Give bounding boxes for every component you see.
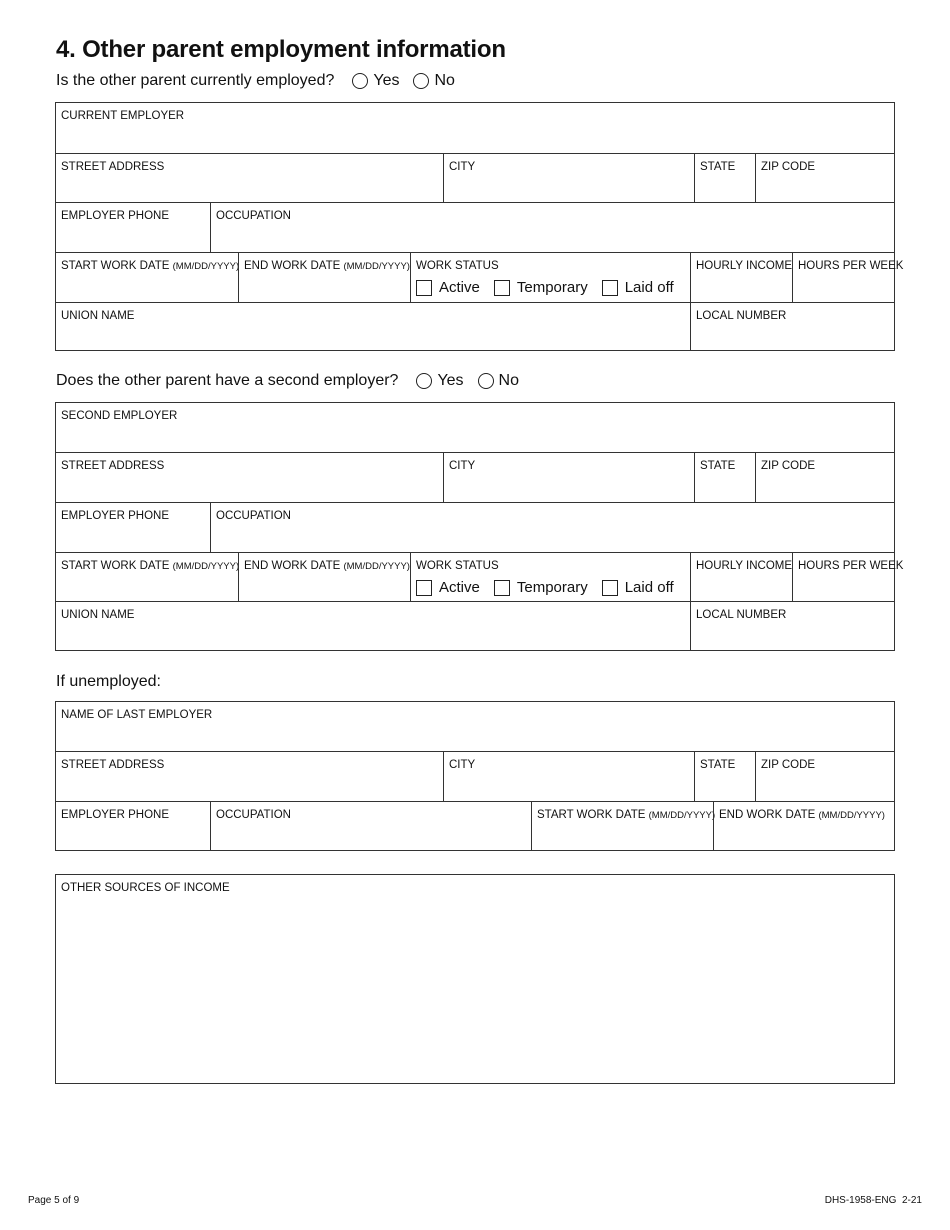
- employer-phone-label: EMPLOYER PHONE: [61, 210, 169, 222]
- street-address-label: STREET ADDRESS: [61, 759, 165, 771]
- employer-phone-field[interactable]: [59, 231, 207, 249]
- zip-field[interactable]: [759, 181, 891, 199]
- other-income-field[interactable]: [59, 899, 891, 1080]
- status-active-option[interactable]: [416, 579, 480, 596]
- status-laidoff-option[interactable]: [602, 279, 674, 296]
- second-employer-no-option[interactable]: [478, 372, 519, 390]
- status-temporary-label: Temporary: [516, 279, 588, 296]
- employer-phone-field[interactable]: [59, 829, 207, 847]
- employer-phone-label: EMPLOYER PHONE: [61, 809, 169, 821]
- second-employer-question: [56, 372, 519, 390]
- current-employer-label: CURRENT EMPLOYER: [61, 110, 185, 122]
- employed-question: [56, 72, 455, 90]
- unemployed-heading: If unemployed:: [56, 673, 161, 690]
- hourly-income-label: HOURLY INCOME: [696, 260, 793, 272]
- work-status-cell: [410, 253, 690, 302]
- local-number-cell[interactable]: [690, 303, 894, 350]
- state-cell[interactable]: [694, 154, 755, 202]
- start-date-cell[interactable]: [56, 553, 238, 601]
- street-address-cell[interactable]: [56, 752, 443, 801]
- local-number-cell[interactable]: [690, 602, 894, 650]
- second-employer-block: [55, 402, 904, 651]
- zip-field[interactable]: [759, 780, 891, 798]
- zip-field[interactable]: [759, 481, 891, 499]
- employed-yes-label: Yes: [373, 72, 400, 89]
- street-address-cell[interactable]: [56, 453, 443, 502]
- employed-no-radio[interactable]: [413, 73, 429, 89]
- city-field[interactable]: [447, 780, 691, 798]
- occupation-field[interactable]: [214, 231, 891, 249]
- occupation-cell[interactable]: [210, 203, 894, 252]
- last-employer-cell[interactable]: [56, 702, 894, 751]
- street-address-field[interactable]: [59, 481, 440, 499]
- hours-per-week-field[interactable]: [796, 281, 891, 299]
- status-laidoff-label: Laid off: [624, 579, 674, 596]
- start-date-field[interactable]: [59, 580, 235, 598]
- hourly-income-cell[interactable]: [690, 553, 792, 601]
- city-cell[interactable]: [443, 154, 694, 202]
- local-number-field[interactable]: [694, 329, 891, 347]
- status-laidoff-label: Laid off: [624, 279, 674, 296]
- hourly-income-field[interactable]: [694, 281, 789, 299]
- city-cell[interactable]: [443, 752, 694, 801]
- hourly-income-field[interactable]: [694, 580, 789, 598]
- hours-per-week-label: HOURS PER WEEK: [798, 560, 904, 572]
- second-employer-yes-radio[interactable]: [416, 373, 432, 389]
- start-date-cell[interactable]: [56, 253, 238, 302]
- employed-yes-radio[interactable]: [352, 73, 368, 89]
- street-address-label: STREET ADDRESS: [61, 460, 165, 472]
- zip-cell[interactable]: [755, 752, 894, 801]
- state-label: STATE: [700, 460, 736, 472]
- other-income-block[interactable]: [55, 874, 895, 1084]
- state-field[interactable]: [698, 181, 752, 199]
- page-number: Page 5 of 9: [28, 1195, 80, 1206]
- city-label: CITY: [449, 460, 476, 472]
- city-label: CITY: [449, 161, 476, 173]
- employer-phone-cell[interactable]: [56, 503, 210, 552]
- current-employer-cell[interactable]: [56, 103, 894, 153]
- status-temporary-label: Temporary: [516, 579, 588, 596]
- state-label: STATE: [700, 161, 736, 173]
- end-date-label: END WORK DATE (MM/DD/YYYY): [719, 809, 885, 821]
- second-employer-field[interactable]: [59, 431, 891, 449]
- last-employer-field[interactable]: [59, 730, 891, 748]
- end-date-label: END WORK DATE (MM/DD/YYYY): [244, 260, 410, 272]
- form-id: DHS-1958-ENG 2-21: [824, 1195, 922, 1206]
- union-name-label: UNION NAME: [61, 609, 135, 621]
- local-number-label: LOCAL NUMBER: [696, 609, 787, 621]
- state-cell[interactable]: [694, 752, 755, 801]
- local-number-label: LOCAL NUMBER: [696, 310, 787, 322]
- start-date-field[interactable]: [59, 281, 235, 299]
- union-name-field[interactable]: [59, 329, 687, 347]
- zip-cell[interactable]: [755, 154, 894, 202]
- city-label: CITY: [449, 759, 476, 771]
- state-label: STATE: [700, 759, 736, 771]
- start-date-label: START WORK DATE (MM/DD/YYYY): [537, 809, 716, 821]
- occupation-label: OCCUPATION: [216, 510, 291, 522]
- end-date-field[interactable]: [242, 281, 407, 299]
- union-name-label: UNION NAME: [61, 310, 135, 322]
- end-date-cell[interactable]: [713, 802, 894, 850]
- occupation-cell[interactable]: [210, 802, 531, 850]
- zip-label: ZIP CODE: [761, 460, 816, 472]
- start-date-label: START WORK DATE (MM/DD/YYYY): [61, 560, 240, 572]
- occupation-label: OCCUPATION: [216, 809, 291, 821]
- status-laidoff-checkbox[interactable]: [602, 280, 618, 296]
- employer-phone-cell[interactable]: [56, 802, 210, 850]
- second-employer-label: SECOND EMPLOYER: [61, 410, 178, 422]
- status-active-label: Active: [439, 579, 480, 596]
- status-temporary-option[interactable]: [494, 279, 588, 296]
- end-date-field[interactable]: [242, 580, 407, 598]
- start-date-field[interactable]: [535, 829, 710, 847]
- status-temporary-option[interactable]: [494, 579, 588, 596]
- occupation-field[interactable]: [214, 531, 891, 549]
- status-laidoff-checkbox[interactable]: [602, 580, 618, 596]
- employer-phone-cell[interactable]: [56, 203, 210, 252]
- end-date-label: END WORK DATE (MM/DD/YYYY): [244, 560, 410, 572]
- start-date-label: START WORK DATE (MM/DD/YYYY): [61, 260, 240, 272]
- occupation-cell[interactable]: [210, 503, 894, 552]
- end-date-cell[interactable]: [238, 253, 410, 302]
- current-employer-block: [55, 102, 904, 351]
- employer-phone-field[interactable]: [59, 531, 207, 549]
- end-date-cell[interactable]: [238, 553, 410, 601]
- second-employer-cell[interactable]: [56, 403, 894, 452]
- state-cell[interactable]: [694, 453, 755, 502]
- work-status-label: WORK STATUS: [416, 260, 499, 272]
- end-date-field[interactable]: [717, 829, 891, 847]
- hours-per-week-cell[interactable]: [792, 253, 904, 302]
- work-status-cell: [410, 553, 690, 601]
- city-cell[interactable]: [443, 453, 694, 502]
- current-employer-field[interactable]: [59, 132, 891, 150]
- zip-label: ZIP CODE: [761, 161, 816, 173]
- second-employer-no-label: No: [498, 372, 519, 389]
- hourly-income-cell[interactable]: [690, 253, 792, 302]
- state-field[interactable]: [698, 481, 752, 499]
- section-title: 4. Other parent employment information: [56, 36, 506, 63]
- occupation-label: OCCUPATION: [216, 210, 291, 222]
- occupation-field[interactable]: [214, 829, 528, 847]
- work-status-options: [416, 579, 685, 596]
- hours-per-week-label: HOURS PER WEEK: [798, 260, 904, 272]
- second-employer-no-radio[interactable]: [478, 373, 494, 389]
- local-number-field[interactable]: [694, 629, 891, 647]
- union-name-cell[interactable]: [56, 602, 690, 650]
- second-employer-yes-label: Yes: [437, 372, 464, 389]
- street-address-field[interactable]: [59, 181, 440, 199]
- employer-phone-label: EMPLOYER PHONE: [61, 510, 169, 522]
- employed-question-text: Is the other parent currently employed?: [56, 72, 335, 89]
- other-income-label: OTHER SOURCES OF INCOME: [61, 882, 230, 894]
- status-laidoff-option[interactable]: [602, 579, 674, 596]
- union-name-cell[interactable]: [56, 303, 690, 350]
- status-temporary-checkbox[interactable]: [494, 580, 510, 596]
- city-field[interactable]: [447, 181, 691, 199]
- work-status-options: [416, 279, 685, 296]
- status-active-checkbox[interactable]: [416, 280, 432, 296]
- work-status-label: WORK STATUS: [416, 560, 499, 572]
- hours-per-week-cell[interactable]: [792, 553, 904, 601]
- second-employer-question-text: Does the other parent have a second employer?: [56, 372, 399, 389]
- union-name-field[interactable]: [59, 629, 687, 647]
- status-active-option[interactable]: [416, 279, 480, 296]
- start-date-cell[interactable]: [531, 802, 716, 850]
- employed-no-option[interactable]: [413, 72, 454, 90]
- city-field[interactable]: [447, 481, 691, 499]
- street-address-field[interactable]: [59, 780, 440, 798]
- last-employer-block: [55, 701, 895, 851]
- status-active-checkbox[interactable]: [416, 580, 432, 596]
- street-address-cell[interactable]: [56, 154, 443, 202]
- hourly-income-label: HOURLY INCOME: [696, 560, 793, 572]
- street-address-label: STREET ADDRESS: [61, 161, 165, 173]
- status-temporary-checkbox[interactable]: [494, 280, 510, 296]
- state-field[interactable]: [698, 780, 752, 798]
- status-active-label: Active: [439, 279, 480, 296]
- hours-per-week-field[interactable]: [796, 580, 891, 598]
- employed-no-label: No: [434, 72, 455, 89]
- zip-label: ZIP CODE: [761, 759, 816, 771]
- zip-cell[interactable]: [755, 453, 894, 502]
- last-employer-label: NAME OF LAST EMPLOYER: [61, 709, 213, 721]
- employed-yes-option[interactable]: [352, 72, 399, 90]
- second-employer-yes-option[interactable]: [416, 372, 463, 390]
